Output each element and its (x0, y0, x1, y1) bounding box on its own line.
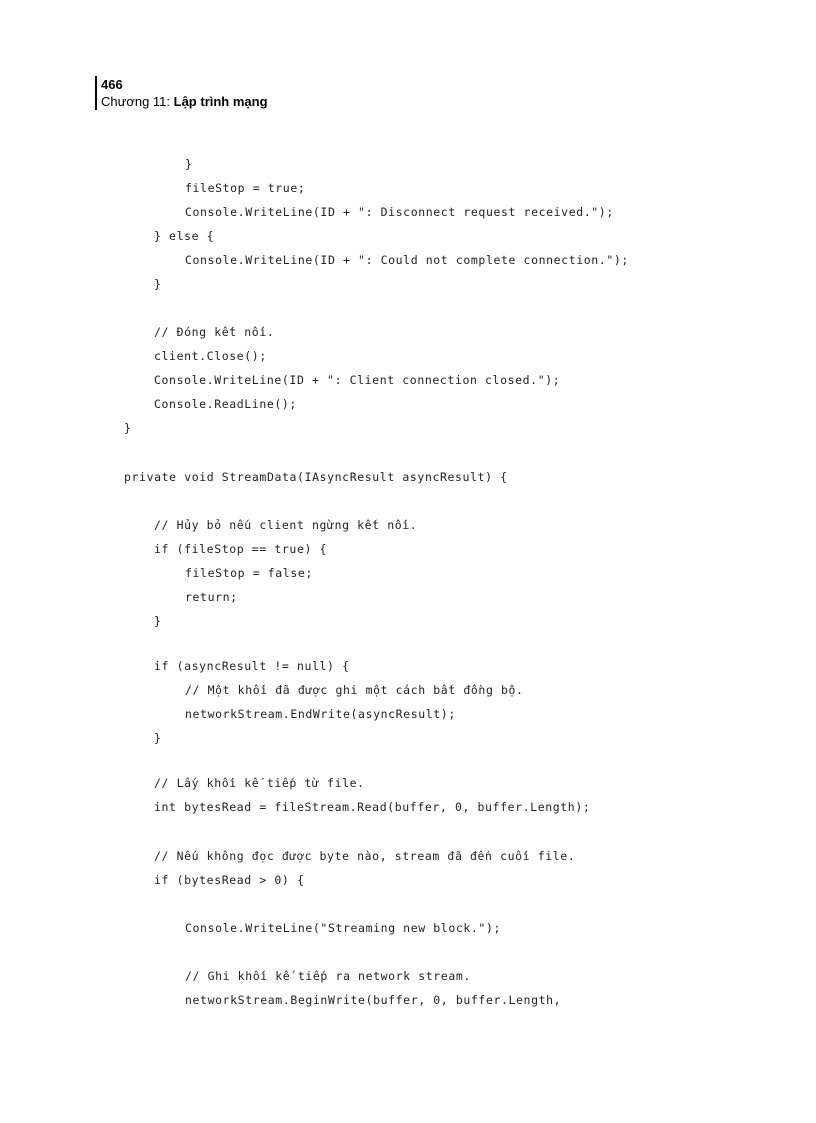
code-comment: // Đóng kết nối. (154, 325, 275, 339)
code-line: Console.WriteLine(ID + ": Client connection closed."); (154, 373, 561, 387)
code-line: client.Close(); (154, 349, 267, 363)
code-line: if (fileStop == true) { (154, 542, 328, 556)
code-comment: // Một khối đã được ghi một cách bất đồng bộ. (185, 683, 524, 697)
code-line: } (185, 157, 193, 171)
code-comment: // Hủy bỏ nếu client ngừng kết nối. (154, 518, 418, 532)
code-comment: // Ghi khối kế tiếp ra network stream. (185, 969, 471, 983)
code-line: fileStop = false; (185, 566, 313, 580)
code-line: Console.WriteLine("Streaming new block."); (185, 921, 501, 935)
code-line: fileStop = true; (185, 181, 306, 195)
code-line: Console.ReadLine(); (154, 397, 297, 411)
code-line: int bytesRead = fileStream.Read(buffer, 0, buffer.Length); (154, 800, 591, 814)
code-line: return; (185, 590, 238, 604)
code-line: } (154, 731, 162, 745)
code-line: networkStream.BeginWrite(buffer, 0, buffer.Length, (185, 993, 562, 1007)
code-line: } else { (154, 229, 215, 243)
page-number: 466 (101, 77, 123, 92)
code-line: if (asyncResult != null) { (154, 659, 350, 673)
code-line: Console.WriteLine(ID + ": Disconnect request received."); (185, 205, 614, 219)
chapter-title: Lập trình mạng (173, 94, 268, 109)
chapter-label: Chương 11: (101, 94, 174, 109)
code-line: Console.WriteLine(ID + ": Could not complete connection."); (185, 253, 629, 267)
code-comment: // Lấy khối kế tiếp từ file. (154, 776, 365, 790)
code-comment: // Nếu không đọc được byte nào, stream đã đến cuối file. (154, 849, 576, 863)
code-line: } (154, 277, 162, 291)
code-line: networkStream.EndWrite(asyncResult); (185, 707, 456, 721)
code-line: private void StreamData(IAsyncResult asyncResult) { (124, 470, 508, 484)
code-line: if (bytesRead > 0) { (154, 873, 305, 887)
code-line: } (124, 421, 132, 435)
code-line: } (154, 614, 162, 628)
